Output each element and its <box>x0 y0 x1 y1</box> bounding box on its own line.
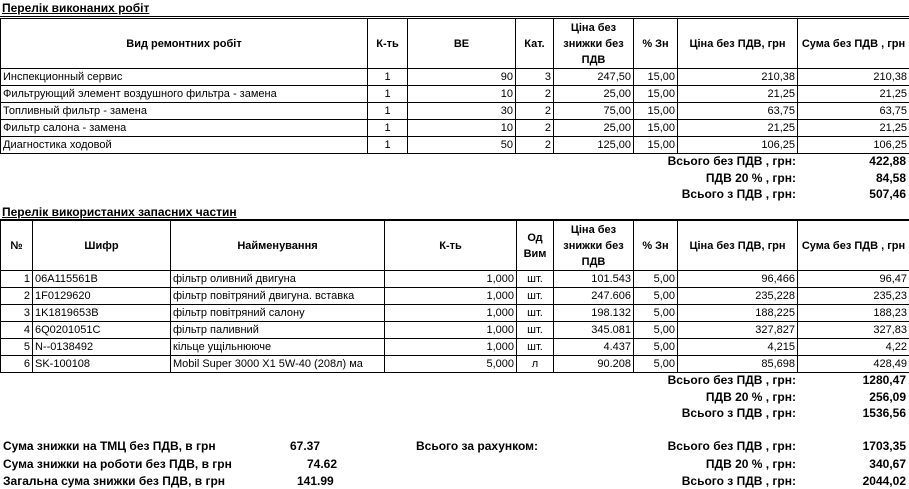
work-cat: 3 <box>516 69 554 86</box>
work-price: 75,00 <box>554 103 634 120</box>
work-cat: 2 <box>516 120 554 137</box>
parts-title: Перелік використаних запасних частин <box>2 205 237 219</box>
col-price-net: Ціна без ПДВ, грн <box>678 19 798 69</box>
work-ve: 90 <box>408 69 516 86</box>
works-total-gross-label: Всього з ПДВ , грн: <box>681 187 796 201</box>
works-total-net-label: Всього без ПДВ , грн: <box>667 154 796 168</box>
invoice-vat-label: ПДВ 20 % , грн: <box>705 457 796 471</box>
part-unit: шт. <box>517 305 554 322</box>
parts-vat-value: 256,09 <box>869 390 906 404</box>
works-vat-value: 84,58 <box>875 171 906 185</box>
col-sum-net: Сума без ПДВ , грн <box>798 19 909 69</box>
part-price: 4.437 <box>554 339 634 356</box>
col-ve: ВЕ <box>408 19 516 69</box>
part-unit: шт. <box>517 271 554 288</box>
table-row <box>1 120 909 137</box>
col-category: Кат. <box>516 19 554 69</box>
table-row <box>1 305 909 322</box>
discount-parts-label: Сума знижки на ТМЦ без ПДВ, в грн <box>3 439 216 453</box>
part-price: 247.606 <box>554 288 634 305</box>
parts-header-row <box>1 221 909 271</box>
part-discount: 5,00 <box>634 271 678 288</box>
work-ve: 30 <box>408 103 516 120</box>
work-name: Фильтрующий элемент воздушного фильтра - замена <box>1 86 368 103</box>
work-qty: 1 <box>368 137 408 154</box>
part-qty: 1,000 <box>385 305 517 322</box>
work-price: 247,50 <box>554 69 634 86</box>
col-price-before-discount: Ціна без знижки без ПДВ <box>554 221 634 271</box>
work-sum: 21,25 <box>798 120 909 137</box>
work-net: 210,38 <box>678 69 798 86</box>
part-code: 1F0129620 <box>33 288 171 305</box>
part-net: 327,827 <box>678 322 798 339</box>
part-price: 345.081 <box>554 322 634 339</box>
part-qty: 5,000 <box>385 356 517 373</box>
part-code: N--0138492 <box>33 339 171 356</box>
work-discount: 15,00 <box>634 137 678 154</box>
part-number: 3 <box>1 305 33 322</box>
work-sum: 210,38 <box>798 69 909 86</box>
part-sum: 188,23 <box>798 305 909 322</box>
table-row <box>1 86 909 103</box>
part-discount: 5,00 <box>634 356 678 373</box>
part-discount: 5,00 <box>634 305 678 322</box>
work-qty: 1 <box>368 103 408 120</box>
part-net: 4,215 <box>678 339 798 356</box>
part-name: фільтр повітряний салону <box>171 305 385 322</box>
part-code: SK-100108 <box>33 356 171 373</box>
work-name: Диагностика ходовой <box>1 137 368 154</box>
work-price: 25,00 <box>554 120 634 137</box>
part-qty: 1,000 <box>385 322 517 339</box>
part-qty: 1,000 <box>385 339 517 356</box>
discount-total-label: Загальна сума знижки без ПДВ, в грн <box>3 474 226 488</box>
part-number: 1 <box>1 271 33 288</box>
work-sum: 106,25 <box>798 137 909 154</box>
invoice-vat-value: 340,67 <box>869 457 906 471</box>
col-work-type: Вид ремонтних робіт <box>1 19 368 69</box>
part-unit: л <box>517 356 554 373</box>
part-net: 85,698 <box>678 356 798 373</box>
part-code: 6Q0201051C <box>33 322 171 339</box>
table-row <box>1 69 909 86</box>
col-part-name: Найменування <box>171 221 385 271</box>
work-qty: 1 <box>368 86 408 103</box>
work-qty: 1 <box>368 69 408 86</box>
work-ve: 10 <box>408 86 516 103</box>
table-row <box>1 339 909 356</box>
table-row <box>1 288 909 305</box>
part-name: фільтр оливний двигуна <box>171 271 385 288</box>
discount-total-value: 141.99 <box>297 474 334 488</box>
parts-total-net-value: 1280,47 <box>862 373 906 387</box>
work-cat: 2 <box>516 86 554 103</box>
table-row <box>1 103 909 120</box>
part-code: 06A115561B <box>33 271 171 288</box>
part-name: фільтр повітряний двигуна. вставка <box>171 288 385 305</box>
part-name: фільтр паливний <box>171 322 385 339</box>
work-ve: 10 <box>408 120 516 137</box>
work-net: 106,25 <box>678 137 798 154</box>
work-price: 25,00 <box>554 86 634 103</box>
parts-table <box>0 220 909 373</box>
part-sum: 327,83 <box>798 322 909 339</box>
part-discount: 5,00 <box>634 322 678 339</box>
part-sum: 4,22 <box>798 339 909 356</box>
work-price: 125,00 <box>554 137 634 154</box>
col-number: № <box>1 221 33 271</box>
part-name: кільце ущільнююче <box>171 339 385 356</box>
discount-works-value: 74.62 <box>307 457 338 471</box>
work-discount: 15,00 <box>634 86 678 103</box>
part-qty: 1,000 <box>385 288 517 305</box>
work-name: Инспекционный сервис <box>1 69 368 86</box>
invoice-total-heading: Всього за рахунком: <box>416 439 539 453</box>
work-net: 63,75 <box>678 103 798 120</box>
part-unit: шт. <box>517 339 554 356</box>
part-net: 188,225 <box>678 305 798 322</box>
parts-total-gross-label: Всього з ПДВ , грн: <box>681 406 796 420</box>
col-qty: К-ть <box>385 221 517 271</box>
part-price: 198.132 <box>554 305 634 322</box>
work-qty: 1 <box>368 120 408 137</box>
part-unit: шт. <box>517 288 554 305</box>
col-price-net: Ціна без ПДВ, грн <box>678 221 798 271</box>
discount-parts-value: 67.37 <box>290 439 321 453</box>
part-discount: 5,00 <box>634 339 678 356</box>
work-name: Фильтр салона - замена <box>1 120 368 137</box>
work-discount: 15,00 <box>634 120 678 137</box>
work-net: 21,25 <box>678 86 798 103</box>
work-discount: 15,00 <box>634 103 678 120</box>
works-total-net-value: 422,88 <box>869 154 906 168</box>
work-discount: 15,00 <box>634 69 678 86</box>
part-net: 96,466 <box>678 271 798 288</box>
part-price: 90.208 <box>554 356 634 373</box>
invoice-total-gross-label: Всього з ПДВ , грн: <box>681 474 796 488</box>
works-table <box>0 18 909 154</box>
works-title-divider <box>0 16 909 17</box>
part-code: 1K1819653B <box>33 305 171 322</box>
work-ve: 50 <box>408 137 516 154</box>
work-net: 21,25 <box>678 120 798 137</box>
part-name: Mobil Super 3000 X1 5W-40 (208л) ма <box>171 356 385 373</box>
col-price-before-discount: Ціна без знижки без ПДВ <box>554 19 634 69</box>
part-number: 6 <box>1 356 33 373</box>
work-name: Топливный фильтр - замена <box>1 103 368 120</box>
part-net: 235,228 <box>678 288 798 305</box>
part-number: 4 <box>1 322 33 339</box>
part-number: 2 <box>1 288 33 305</box>
col-qty: К-ть <box>368 19 408 69</box>
col-code: Шифр <box>33 221 171 271</box>
part-sum: 428,49 <box>798 356 909 373</box>
table-row <box>1 322 909 339</box>
part-discount: 5,00 <box>634 288 678 305</box>
part-number: 5 <box>1 339 33 356</box>
works-vat-label: ПДВ 20 % , грн: <box>705 171 796 185</box>
col-unit: Од Вим <box>517 221 554 271</box>
table-row <box>1 271 909 288</box>
work-sum: 63,75 <box>798 103 909 120</box>
part-price: 101.543 <box>554 271 634 288</box>
part-sum: 96,47 <box>798 271 909 288</box>
work-sum: 21,25 <box>798 86 909 103</box>
works-total-gross-value: 507,46 <box>869 187 906 201</box>
parts-vat-label: ПДВ 20 % , грн: <box>705 390 796 404</box>
part-sum: 235,23 <box>798 288 909 305</box>
part-unit: шт. <box>517 322 554 339</box>
work-cat: 2 <box>516 137 554 154</box>
table-row <box>1 137 909 154</box>
works-header-row <box>1 19 909 69</box>
col-sum-net: Сума без ПДВ , грн <box>798 221 909 271</box>
parts-total-net-label: Всього без ПДВ , грн: <box>667 373 796 387</box>
col-discount: % Зн <box>634 19 678 69</box>
discount-works-label: Сума знижки на роботи без ПДВ, в грн <box>3 457 232 471</box>
table-row <box>1 356 909 373</box>
invoice-total-net-value: 1703,35 <box>862 439 906 453</box>
invoice-total-gross-value: 2044,02 <box>862 474 906 488</box>
invoice-total-net-label: Всього без ПДВ , грн: <box>667 439 796 453</box>
col-discount: % Зн <box>634 221 678 271</box>
part-qty: 1,000 <box>385 271 517 288</box>
works-title: Перелік виконаних робіт <box>2 1 150 15</box>
parts-total-gross-value: 1536,56 <box>862 406 906 420</box>
work-cat: 2 <box>516 103 554 120</box>
